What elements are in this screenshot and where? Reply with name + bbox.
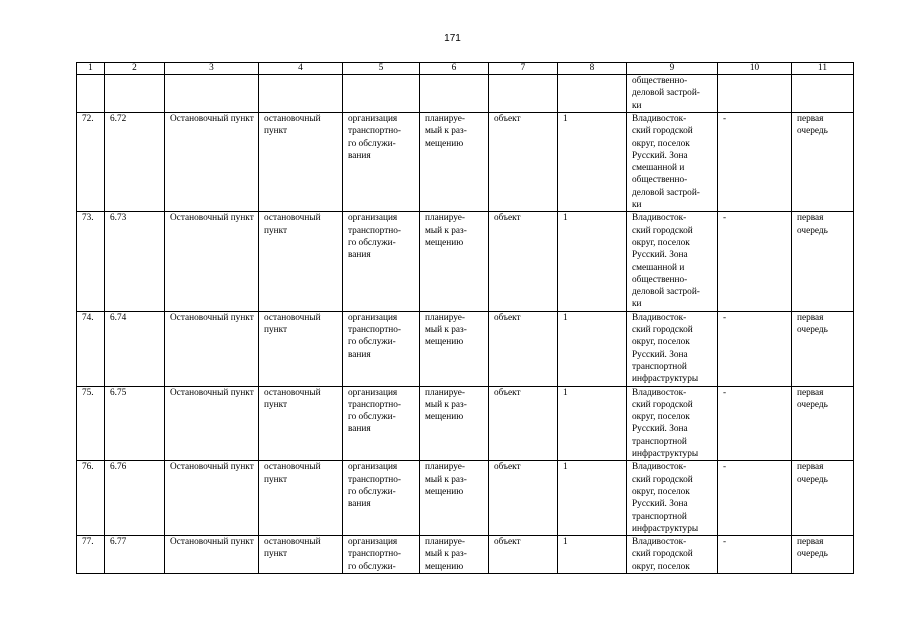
cell-purpose: организация транспортно- го обслужи- вания — [343, 461, 420, 536]
column-header: 9 — [627, 63, 718, 75]
page-number: 171 — [444, 33, 461, 44]
cell-purpose: организация транспортно- го обслужи- вания — [343, 311, 420, 386]
cell-name: Остановочный пункт — [165, 536, 259, 574]
cell-stage: первая очередь — [792, 113, 854, 212]
cell-location: общественно- деловой застрой- ки — [627, 75, 718, 113]
cell-status: планируе- мый к раз- мещению — [420, 386, 489, 461]
cell-zone: - — [718, 311, 792, 386]
cell-name: Остановочный пункт — [165, 113, 259, 212]
cell-purpose: организация транспортно- го обслужи- вания — [343, 212, 420, 311]
cell-zone: - — [718, 113, 792, 212]
table-row — [77, 311, 854, 386]
cell-code: 6.76 — [105, 461, 165, 536]
cell-type: остановочный пункт — [259, 113, 343, 212]
column-header: 2 — [105, 63, 165, 75]
cell-type: остановочный пункт — [259, 386, 343, 461]
cell-purpose: организация транспортно- го обслужи- вания — [343, 386, 420, 461]
cell-status: планируе- мый к раз- мещению — [420, 536, 489, 574]
column-header: 6 — [420, 63, 489, 75]
cell-zone — [718, 75, 792, 113]
cell-quantity: 1 — [558, 311, 627, 386]
cell-status: планируе- мый к раз- мещению — [420, 311, 489, 386]
cell-unit: объект — [489, 386, 558, 461]
cell-quantity: 1 — [558, 113, 627, 212]
cell-type: остановочный пункт — [259, 461, 343, 536]
cell-code: 6.77 — [105, 536, 165, 574]
cell-zone: - — [718, 386, 792, 461]
cell-index: 77. — [77, 536, 105, 574]
cell-unit: объект — [489, 311, 558, 386]
table-row — [77, 113, 854, 212]
column-header: 5 — [343, 63, 420, 75]
cell-location: Владивосток- ский городской округ, поселок Русский. Зона транспортной инфраструктуры — [627, 386, 718, 461]
cell-name: Остановочный пункт — [165, 212, 259, 311]
cell-status: планируе- мый к раз- мещению — [420, 113, 489, 212]
cell-code: 6.75 — [105, 386, 165, 461]
cell-type: остановочный пункт — [259, 536, 343, 574]
cell-type: остановочный пункт — [259, 212, 343, 311]
column-header: 3 — [165, 63, 259, 75]
column-header: 10 — [718, 63, 792, 75]
cell-code: 6.72 — [105, 113, 165, 212]
cell-status — [420, 75, 489, 113]
cell-name: Остановочный пункт — [165, 311, 259, 386]
cell-quantity: 1 — [558, 212, 627, 311]
cell-name — [165, 75, 259, 113]
column-header: 7 — [489, 63, 558, 75]
cell-unit: объект — [489, 212, 558, 311]
table-row — [77, 386, 854, 461]
continuation-row — [77, 75, 854, 113]
column-header: 4 — [259, 63, 343, 75]
cell-zone: - — [718, 461, 792, 536]
cell-name: Остановочный пункт — [165, 461, 259, 536]
cell-unit — [489, 75, 558, 113]
cell-stage: первая очередь — [792, 461, 854, 536]
cell-type: остановочный пункт — [259, 311, 343, 386]
cell-unit: объект — [489, 113, 558, 212]
cell-location: Владивосток- ский городской округ, поселок — [627, 536, 718, 574]
column-header: 11 — [792, 63, 854, 75]
cell-stage: первая очередь — [792, 386, 854, 461]
cell-stage: первая очередь — [792, 536, 854, 574]
table-row — [77, 461, 854, 536]
registry-table — [76, 62, 854, 574]
cell-type — [259, 75, 343, 113]
cell-code — [105, 75, 165, 113]
cell-status: планируе- мый к раз- мещению — [420, 212, 489, 311]
cell-unit: объект — [489, 461, 558, 536]
column-header: 8 — [558, 63, 627, 75]
cell-index — [77, 75, 105, 113]
cell-stage — [792, 75, 854, 113]
table-row — [77, 536, 854, 574]
cell-stage: первая очередь — [792, 311, 854, 386]
cell-name: Остановочный пункт — [165, 386, 259, 461]
cell-quantity: 1 — [558, 536, 627, 574]
cell-index: 76. — [77, 461, 105, 536]
cell-unit: объект — [489, 536, 558, 574]
cell-index: 73. — [77, 212, 105, 311]
table-row — [77, 212, 854, 311]
cell-location: Владивосток- ский городской округ, поселок Русский. Зона смешанной и общественно- деловой застрой- ки — [627, 113, 718, 212]
cell-quantity: 1 — [558, 461, 627, 536]
cell-status: планируе- мый к раз- мещению — [420, 461, 489, 536]
cell-code: 6.74 — [105, 311, 165, 386]
cell-location: Владивосток- ский городской округ, поселок Русский. Зона транспортной инфраструктуры — [627, 311, 718, 386]
cell-purpose — [343, 75, 420, 113]
cell-stage: первая очередь — [792, 212, 854, 311]
cell-zone: - — [718, 536, 792, 574]
column-number-row — [77, 63, 854, 75]
cell-purpose: организация транспортно- го обслужи- вания — [343, 113, 420, 212]
cell-index: 75. — [77, 386, 105, 461]
column-header: 1 — [77, 63, 105, 75]
cell-quantity — [558, 75, 627, 113]
cell-index: 72. — [77, 113, 105, 212]
cell-location: Владивосток- ский городской округ, поселок Русский. Зона транспортной инфраструктуры — [627, 461, 718, 536]
cell-code: 6.73 — [105, 212, 165, 311]
cell-purpose: организация транспортно- го обслужи- — [343, 536, 420, 574]
cell-index: 74. — [77, 311, 105, 386]
cell-zone: - — [718, 212, 792, 311]
cell-location: Владивосток- ский городской округ, поселок Русский. Зона смешанной и общественно- деловой застрой- ки — [627, 212, 718, 311]
cell-quantity: 1 — [558, 386, 627, 461]
